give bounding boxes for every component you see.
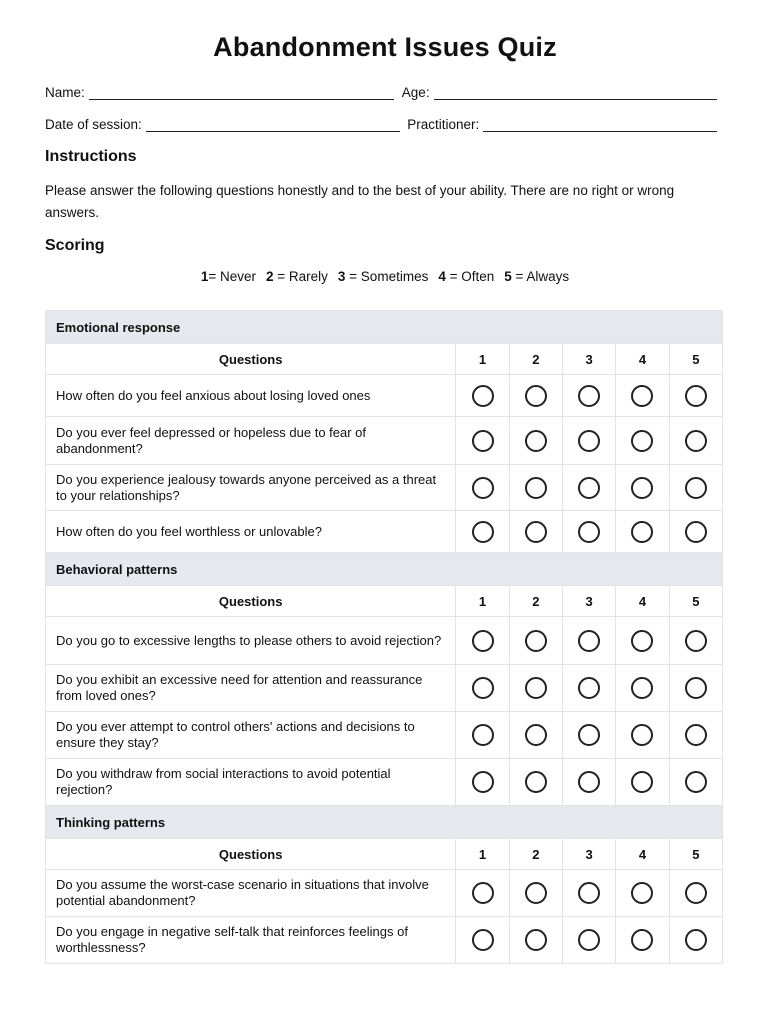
section-row (46, 311, 723, 344)
question-row (46, 665, 723, 712)
rating-header-2: 2 (509, 344, 562, 375)
rating-radio-1[interactable] (472, 771, 494, 793)
question-text: Do you withdraw from social interactions to avoid potential rejection? (46, 759, 456, 806)
rating-radio-5[interactable] (685, 771, 707, 793)
rating-cell (616, 712, 669, 759)
rating-cell (509, 665, 562, 712)
scoring-number: 5 (504, 269, 512, 284)
question-row (46, 712, 723, 759)
rating-radio-4[interactable] (631, 724, 653, 746)
scoring-number: 2 (265, 269, 274, 284)
rating-cell (509, 511, 562, 553)
question-text: Do you engage in negative self-talk that reinforces feelings of worthlessness? (46, 917, 456, 964)
scoring-number: 3 (337, 269, 346, 284)
rating-radio-4[interactable] (631, 771, 653, 793)
rating-cell (562, 617, 615, 665)
rating-radio-2[interactable] (525, 882, 547, 904)
rating-radio-5[interactable] (685, 477, 707, 499)
question-row (46, 375, 723, 417)
rating-radio-4[interactable] (631, 477, 653, 499)
rating-radio-2[interactable] (525, 385, 547, 407)
rating-radio-1[interactable] (472, 929, 494, 951)
section-title: Thinking patterns (46, 806, 723, 839)
rating-cell (669, 375, 722, 417)
rating-header-4: 4 (616, 586, 669, 617)
question-row (46, 870, 723, 917)
quiz-table (45, 310, 723, 964)
rating-cell (562, 712, 615, 759)
rating-radio-3[interactable] (578, 477, 600, 499)
rating-header-3: 3 (562, 344, 615, 375)
date-practitioner-row (45, 114, 717, 132)
rating-radio-2[interactable] (525, 477, 547, 499)
scoring-meaning: = Sometimes (345, 269, 429, 284)
rating-cell (616, 617, 669, 665)
date-label: Date of session: (45, 117, 142, 132)
question-row (46, 465, 723, 511)
rating-radio-3[interactable] (578, 677, 600, 699)
rating-cell (669, 870, 722, 917)
rating-radio-1[interactable] (472, 385, 494, 407)
rating-radio-3[interactable] (578, 630, 600, 652)
question-text: Do you exhibit an excessive need for attention and reassurance from loved ones? (46, 665, 456, 712)
scoring-number: 1 (200, 269, 209, 284)
rating-radio-2[interactable] (525, 630, 547, 652)
rating-cell (509, 759, 562, 806)
rating-radio-1[interactable] (472, 521, 494, 543)
rating-cell (616, 870, 669, 917)
questions-header: Questions (46, 839, 456, 870)
question-text: Do you assume the worst-case scenario in situations that involve potential abandonment? (46, 870, 456, 917)
rating-cell (456, 465, 509, 511)
rating-header-1: 1 (456, 839, 509, 870)
rating-cell (562, 870, 615, 917)
rating-cell (509, 870, 562, 917)
rating-cell (509, 465, 562, 511)
question-text: Do you ever attempt to control others' actions and decisions to ensure they stay? (46, 712, 456, 759)
rating-radio-4[interactable] (631, 929, 653, 951)
rating-radio-4[interactable] (631, 385, 653, 407)
question-row (46, 759, 723, 806)
rating-cell (456, 617, 509, 665)
rating-radio-5[interactable] (685, 882, 707, 904)
rating-header-1: 1 (456, 586, 509, 617)
rating-cell (616, 417, 669, 465)
rating-cell (562, 917, 615, 964)
scoring-meaning: = Always (511, 269, 570, 284)
rating-cell (616, 465, 669, 511)
name-age-row (45, 82, 717, 100)
question-text: How often do you feel anxious about losing loved ones (46, 375, 456, 417)
rating-cell (456, 417, 509, 465)
rating-header-2: 2 (509, 586, 562, 617)
rating-cell (616, 759, 669, 806)
rating-radio-2[interactable] (525, 771, 547, 793)
rating-radio-4[interactable] (631, 630, 653, 652)
scoring-item-1 (201, 269, 256, 284)
rating-radio-5[interactable] (685, 385, 707, 407)
rating-cell (509, 617, 562, 665)
rating-header-3: 3 (562, 839, 615, 870)
date-field[interactable] (45, 114, 400, 132)
rating-radio-5[interactable] (685, 521, 707, 543)
rating-radio-4[interactable] (631, 521, 653, 543)
rating-header-2: 2 (509, 839, 562, 870)
page-title: Abandonment Issues Quiz (213, 32, 557, 62)
question-text: How often do you feel worthless or unlovable? (46, 511, 456, 553)
rating-radio-4[interactable] (631, 882, 653, 904)
rating-cell (456, 511, 509, 553)
rating-radio-2[interactable] (525, 430, 547, 452)
rating-cell (616, 375, 669, 417)
questions-header: Questions (46, 586, 456, 617)
rating-radio-4[interactable] (631, 677, 653, 699)
scoring-heading: Scoring (45, 237, 105, 254)
rating-radio-3[interactable] (578, 929, 600, 951)
rating-header-3: 3 (562, 586, 615, 617)
rating-cell (669, 759, 722, 806)
rating-cell (562, 665, 615, 712)
section-row (46, 806, 723, 839)
rating-cell (669, 465, 722, 511)
age-input-line[interactable] (434, 85, 717, 100)
rating-radio-2[interactable] (525, 724, 547, 746)
rating-cell (562, 465, 615, 511)
rating-radio-3[interactable] (578, 385, 600, 407)
rating-header-4: 4 (616, 344, 669, 375)
age-field[interactable] (402, 82, 717, 100)
rating-radio-3[interactable] (578, 521, 600, 543)
rating-radio-3[interactable] (578, 771, 600, 793)
rating-radio-2[interactable] (525, 929, 547, 951)
rating-cell (669, 417, 722, 465)
rating-radio-1[interactable] (472, 724, 494, 746)
question-text: Do you ever feel depressed or hopeless due to fear of abandonment? (46, 417, 456, 465)
practitioner-field[interactable] (407, 114, 717, 132)
rating-radio-2[interactable] (525, 677, 547, 699)
rating-header-5: 5 (669, 344, 722, 375)
name-label: Name: (45, 85, 85, 100)
rating-cell (456, 665, 509, 712)
rating-radio-3[interactable] (578, 430, 600, 452)
practitioner-input-line[interactable] (483, 117, 717, 132)
instructions-heading: Instructions (45, 148, 137, 165)
scoring-meaning: = Often (445, 269, 495, 284)
rating-radio-1[interactable] (472, 477, 494, 499)
rating-cell (616, 511, 669, 553)
scoring-meaning: = Rarely (273, 269, 328, 284)
scoring-meaning: = Never (208, 269, 256, 284)
rating-radio-1[interactable] (472, 630, 494, 652)
rating-cell (456, 870, 509, 917)
rating-cell (456, 917, 509, 964)
rating-cell (669, 712, 722, 759)
age-label: Age: (401, 85, 430, 100)
rating-cell (456, 712, 509, 759)
rating-radio-5[interactable] (685, 677, 707, 699)
rating-cell (509, 375, 562, 417)
rating-cell (562, 511, 615, 553)
date-input-line[interactable] (146, 117, 400, 132)
rating-radio-1[interactable] (472, 882, 494, 904)
rating-radio-5[interactable] (685, 630, 707, 652)
rating-cell (562, 375, 615, 417)
rating-radio-1[interactable] (472, 430, 494, 452)
rating-radio-1[interactable] (472, 677, 494, 699)
rating-header-4: 4 (616, 839, 669, 870)
rating-cell (509, 417, 562, 465)
scoring-item-5 (504, 269, 569, 284)
rating-cell (562, 417, 615, 465)
rating-cell (509, 712, 562, 759)
rating-cell (456, 375, 509, 417)
question-row (46, 417, 723, 465)
scoring-item-3 (338, 269, 428, 284)
question-text: Do you go to excessive lengths to please others to avoid rejection? (46, 617, 456, 665)
rating-cell (616, 665, 669, 712)
section-row (46, 553, 723, 586)
section-title: Behavioral patterns (46, 553, 723, 586)
rating-radio-5[interactable] (685, 430, 707, 452)
scoring-number: 4 (438, 269, 446, 284)
questions-header: Questions (46, 344, 456, 375)
name-field[interactable] (45, 82, 394, 100)
scoring-item-4 (438, 269, 494, 284)
question-row (46, 511, 723, 553)
instructions-text: Please answer the following questions honestly and to the best of your ability. There are no right or wrong answers. (45, 183, 675, 220)
rating-cell (669, 917, 722, 964)
question-row (46, 917, 723, 964)
rating-cell (669, 511, 722, 553)
rating-radio-5[interactable] (685, 929, 707, 951)
rating-cell (456, 759, 509, 806)
rating-header-5: 5 (669, 586, 722, 617)
rating-header-5: 5 (669, 839, 722, 870)
question-text: Do you experience jealousy towards anyone perceived as a threat to your relationships? (46, 465, 456, 511)
question-row (46, 617, 723, 665)
rating-cell (562, 759, 615, 806)
rating-cell (669, 617, 722, 665)
rating-cell (616, 917, 669, 964)
scoring-item-2 (266, 269, 328, 284)
rating-radio-2[interactable] (525, 521, 547, 543)
rating-radio-5[interactable] (685, 724, 707, 746)
section-title: Emotional response (46, 311, 723, 344)
rating-radio-3[interactable] (578, 882, 600, 904)
practitioner-label: Practitioner: (407, 117, 480, 132)
scoring-scale (0, 269, 770, 284)
rating-header-1: 1 (456, 344, 509, 375)
rating-radio-3[interactable] (578, 724, 600, 746)
name-input-line[interactable] (89, 85, 394, 100)
rating-cell (509, 917, 562, 964)
table-header-row (46, 344, 723, 375)
rating-radio-4[interactable] (631, 430, 653, 452)
table-header-row (46, 586, 723, 617)
rating-cell (669, 665, 722, 712)
table-header-row (46, 839, 723, 870)
